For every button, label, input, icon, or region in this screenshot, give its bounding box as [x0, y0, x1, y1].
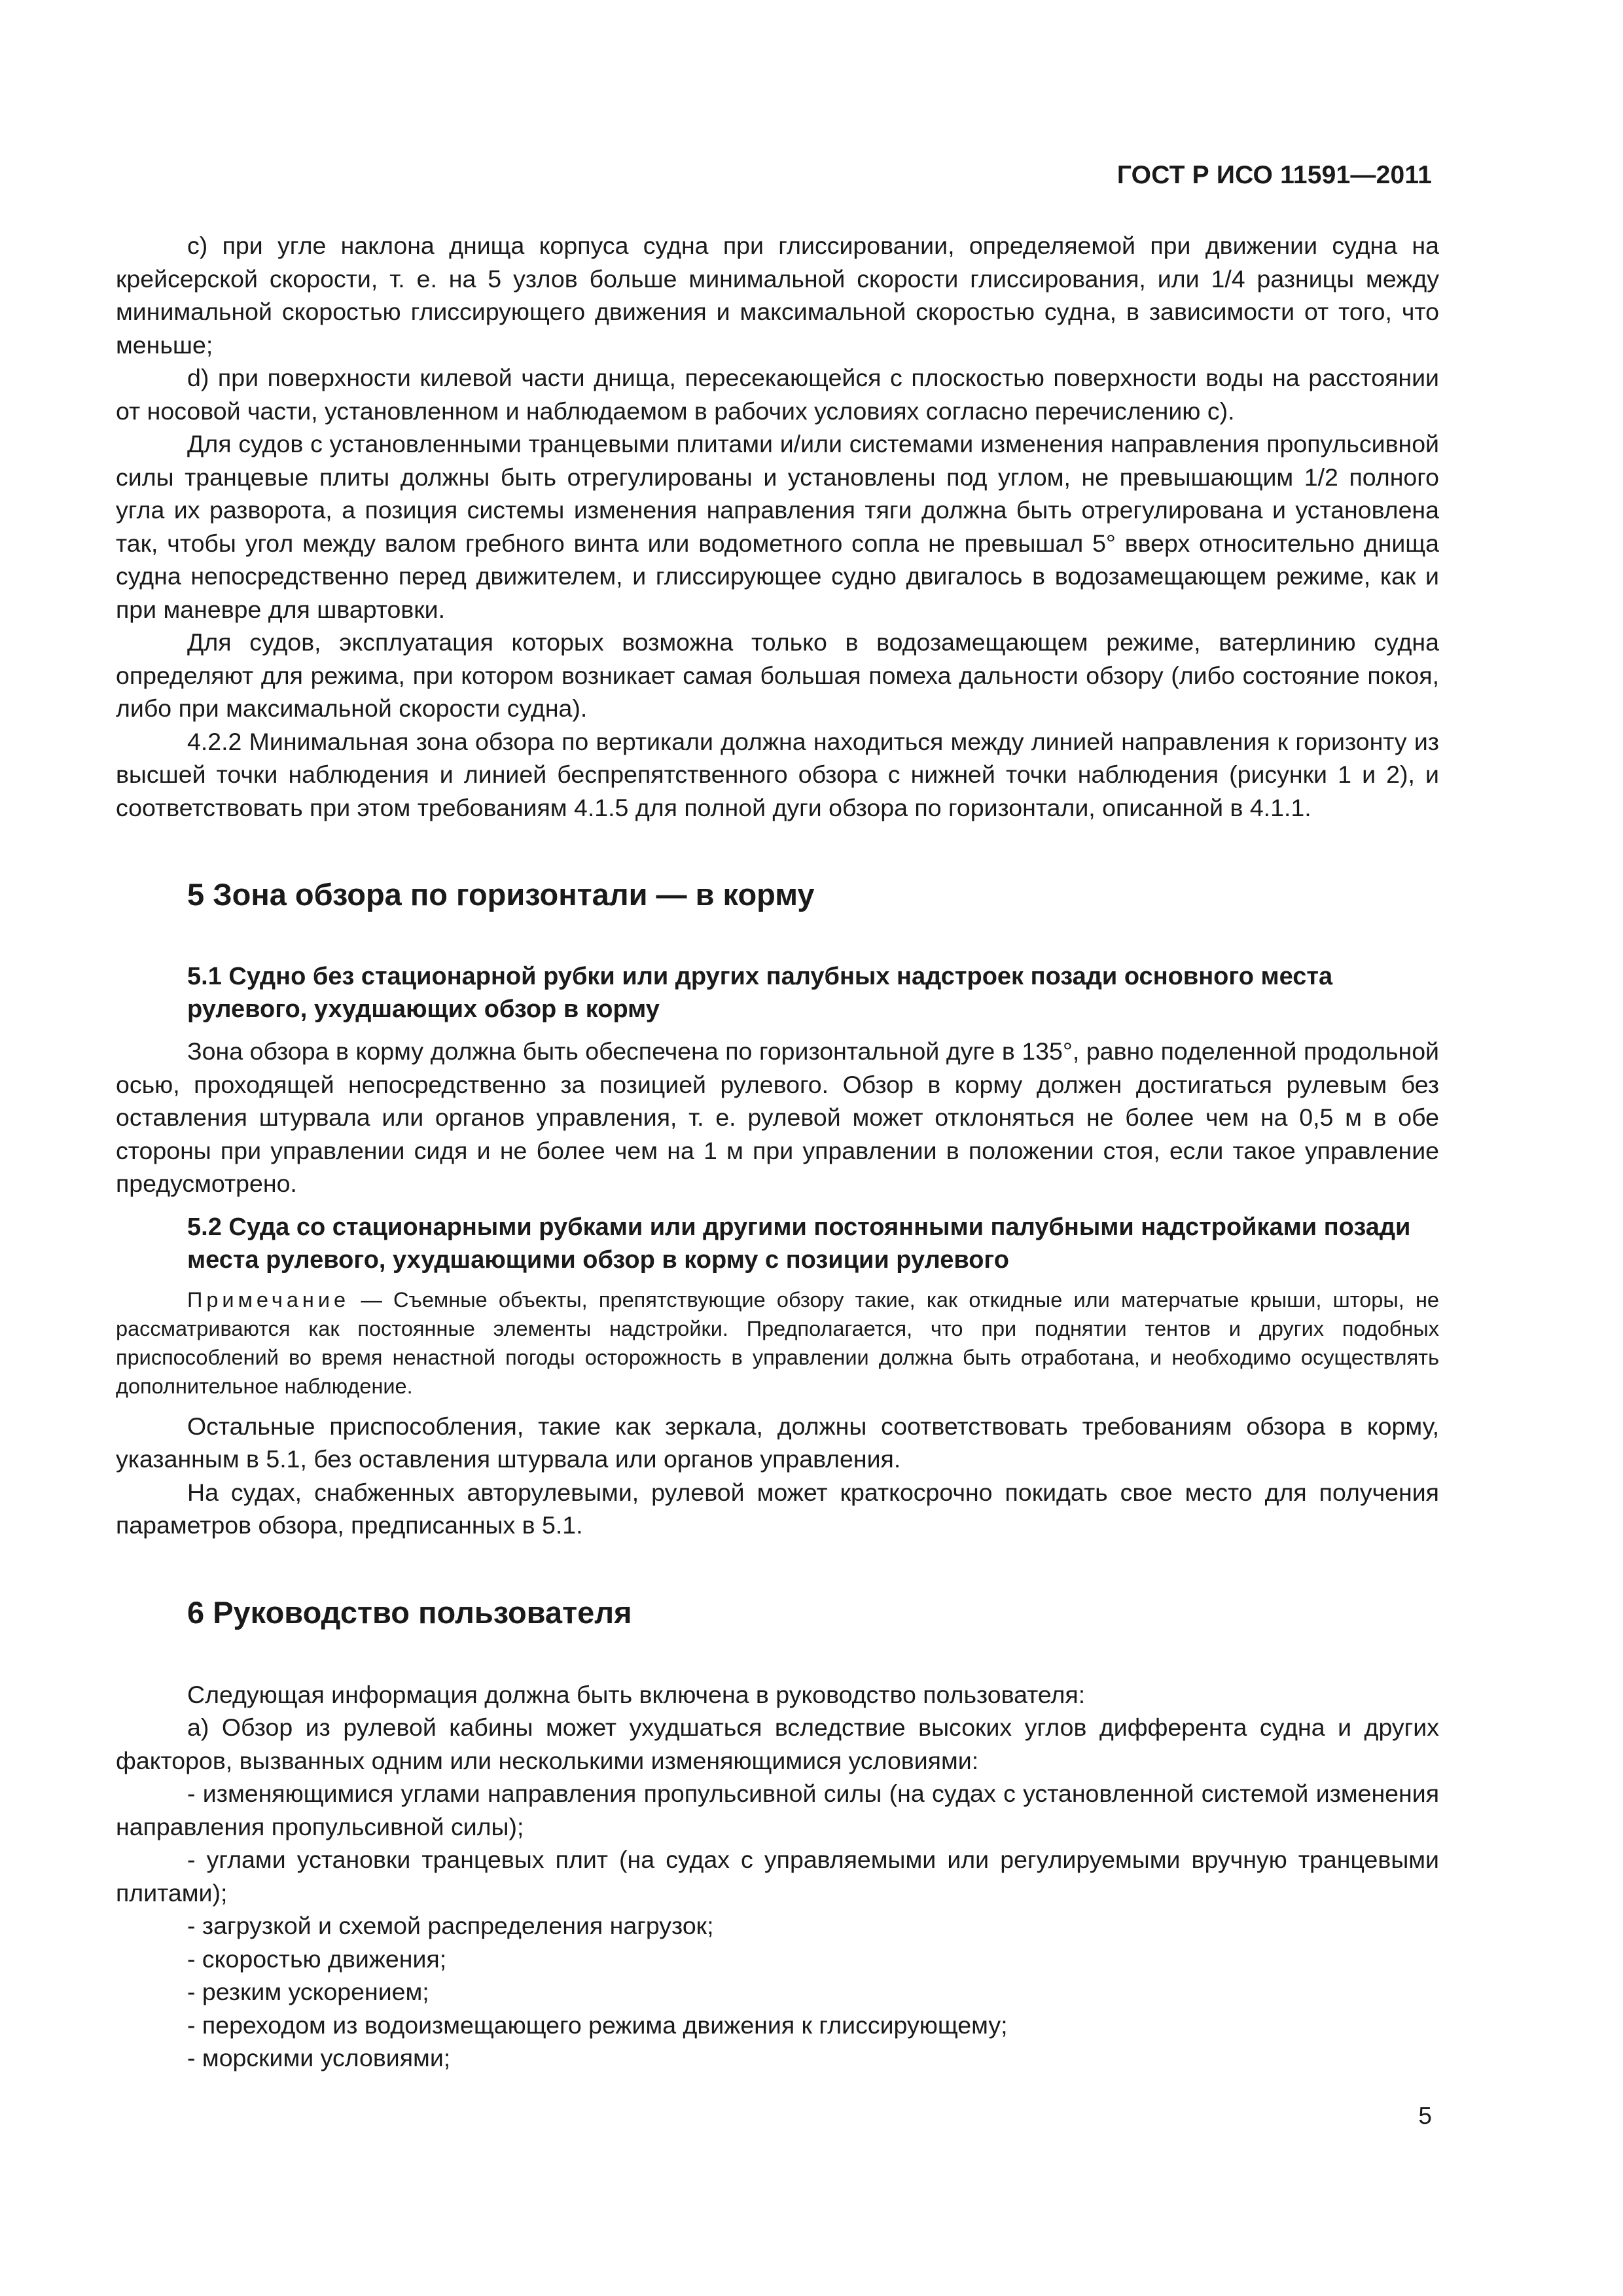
paragraph-mirrors: Остальные приспособления, такие как зеркала, должны соответствовать требованиям обзора в корму, указанным в 5.1, без оставления штурвала или органов управления.: [116, 1412, 1439, 1473]
paragraph-5-1: Зона обзора в корму должна быть обеспечена по горизонтальной дуге в 135°, равно поделенной продольной осью, проходящей непосредственно за позицией рулевого. Обзор в корму должен достигаться рулевым без оставления штурвала или органов управления, т. е. рулевой может отклоняться не более чем на 0,5 м в обе стороны при управлении сидя и не более чем на 1 м при управлении в положении стоя, если такое управление предусмотрено.: [116, 1037, 1439, 1197]
paragraph-displacement-mode: Для судов, эксплуатация которых возможна только в водозамещающем режиме, ватерлинию судна определяют для режима, при котором возникает самая большая помеха дальности обзору (либо состояние покоя, либо при максимальной скорости судна).: [116, 628, 1439, 722]
note-paragraph: [116, 1285, 1439, 1401]
list-item: - изменяющимися углами направления пропульсивной силы (на судах с установленной системой изменения направления пропульсивной силы);: [116, 1780, 1439, 1840]
document-body: [116, 229, 1439, 2075]
document-header: ГОСТ Р ИСО 11591—2011: [1116, 161, 1432, 189]
note-text: — Съемные объекты, препятствующие обзору такие, как откидные или матерчатые крыши, шторы, не рассматриваются как постоянные элементы надстройки. Предполагается, что при поднятии тентов и других подобных приспособлений во время ненастной погоды осторожность в управлении должна быть отработана, и необходимо осуществлять дополнительное наблюдение.: [116, 1287, 1439, 1398]
page-number: 5: [1418, 2102, 1432, 2129]
paragraph-item-d: d) при поверхности килевой части днища, пересекающейся с плоскостью поверхности воды на расстоянии от носовой части, установленном и наблюдаемом в рабочих условиях согласно перечислению с).: [116, 364, 1439, 425]
paragraph-4-2-2: 4.2.2 Минимальная зона обзора по вертикали должна находиться между линией направления к горизонту из высшей точки наблюдения и линией беспрепятственного обзора с нижней точки наблюдения (рисунки 1 и 2), и соответствовать при этом требованиям 4.1.5 для полной дуги обзора по горизонтали, описанной в 4.1.1.: [116, 727, 1439, 821]
subsection-5-1-heading: 5.1 Судно без стационарной рубки или других палубных надстроек позади основного места рулевого, ухудшающих обзор в корму: [187, 963, 1333, 1023]
section-6-heading: 6 Руководство пользователя: [187, 1594, 632, 1630]
list-item: - скоростью движения;: [187, 1945, 447, 1973]
list-item: - резким ускорением;: [187, 1978, 429, 2005]
paragraph-6-intro: Следующая информация должна быть включена в руководство пользователя:: [187, 1680, 1086, 1708]
section-5-heading: 5 Зона обзора по горизонтали — в корму: [187, 877, 815, 912]
subsection-5-2-heading: 5.2 Суда со стационарными рубками или другими постоянными палубными надстройками позади места рулевого, ухудшающими обзор в корму с позиции рулевого: [187, 1213, 1411, 1274]
note-label: Примечание: [187, 1287, 350, 1312]
paragraph-autopilot: На судах, снабженных авторулевыми, рулевой может краткосрочно покидать свое место для получения параметров обзора, предписанных в 5.1.: [116, 1478, 1439, 1539]
list-item: - углами установки транцевых плит (на судах с управляемыми или регулируемыми вручную транцевыми плитами);: [116, 1846, 1439, 1907]
paragraph-6-item-a: а) Обзор из рулевой кабины может ухудшаться вследствие высоких углов дифферента судна и других факторов, вызванных одним или несколькими изменяющимися условиями:: [116, 1713, 1439, 1774]
list-item: - морскими условиями;: [187, 2044, 451, 2072]
list-item: - переходом из водоизмещающего режима движения к глиссирующему;: [187, 2011, 1008, 2039]
paragraph-trim-plates: Для судов с установленными транцевыми плитами и/или системами изменения направления пропульсивной силы транцевые плиты должны быть отрегулированы и установлены под углом, не превышающим 1/2 полного угла их разворота, а позиция системы изменения направления тяги должна быть отрегулирована и установлена так, чтобы угол между валом гребного винта или водометного сопла не превышал 5° вверх относительно днища судна непосредственно перед движителем, и глиссирующее судно двигалось в водозамещающем режиме, как и при маневре для швартовки.: [116, 430, 1439, 623]
list-item: - загрузкой и схемой распределения нагрузок;: [187, 1912, 714, 1939]
paragraph-item-c: с) при угле наклона днища корпуса судна при глиссировании, определяемой при движении судна на крейсерской скорости, т. е. на 5 узлов больше минимальной скорости глиссирования, или 1/4 разницы между минимальной скоростью глиссирующего движения и максимальной скоростью судна, в зависимости от того, что меньше;: [116, 232, 1439, 359]
